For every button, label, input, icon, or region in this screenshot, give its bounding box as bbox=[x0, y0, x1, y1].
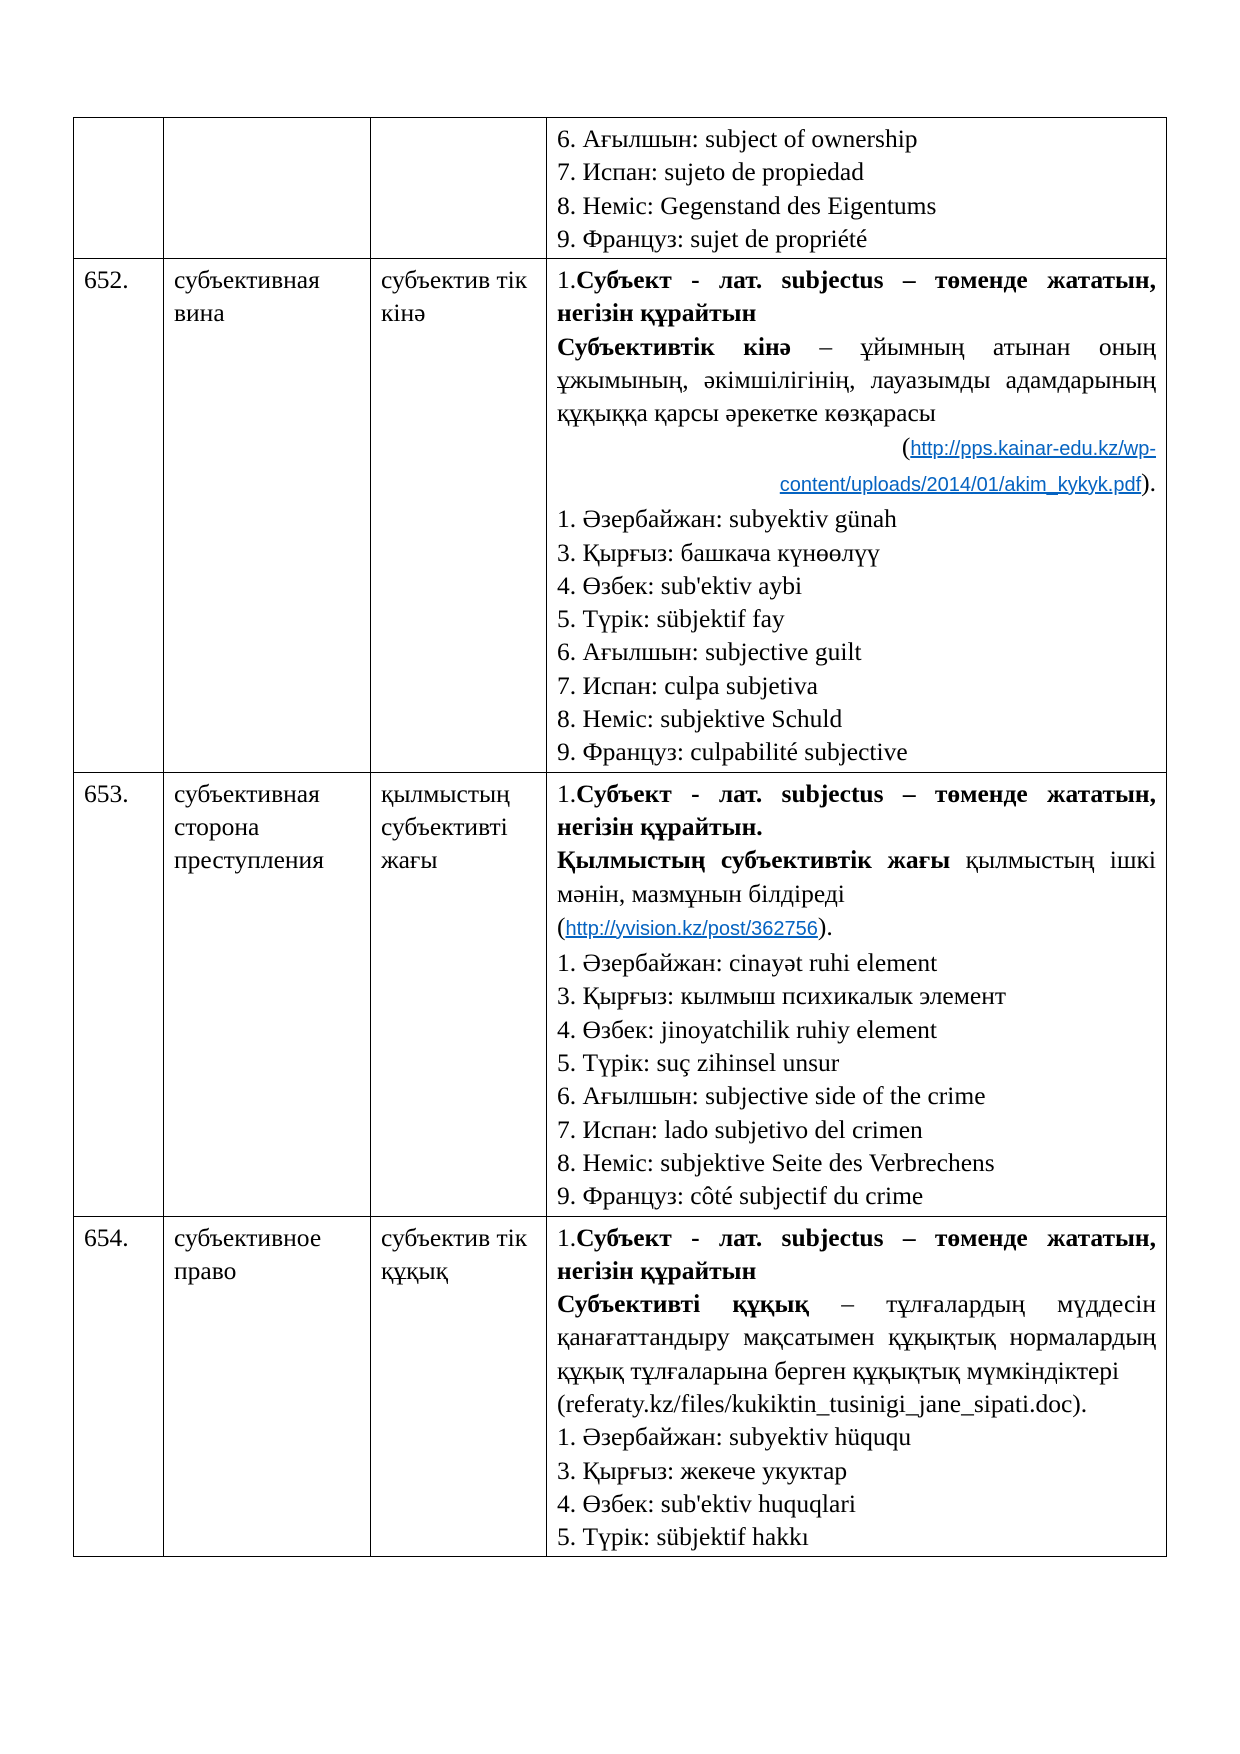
kazakh-term: субъектив тік құқық bbox=[371, 1216, 547, 1557]
defined-term: Субъективті құқық bbox=[557, 1289, 810, 1319]
entry-number: 652. bbox=[74, 259, 164, 772]
translation-line: 1. Әзербайжан: subyektiv hüququ bbox=[557, 1422, 912, 1452]
description-cell bbox=[547, 1216, 1167, 1557]
description-cell bbox=[547, 118, 1167, 259]
translation-line: 8. Неміс: subjektive Schuld bbox=[557, 704, 843, 734]
translation-line: 8. Неміс: subjektive Seite des Verbrechens bbox=[557, 1147, 995, 1177]
source-reference: (referaty.kz/files/kukiktin_tusinigi_jane_sipati.doc). bbox=[557, 1388, 1088, 1418]
etymology: 1.Субъект - лат. subjectus – төменде жататын, негізін құрайтын bbox=[557, 1222, 1156, 1285]
kazakh-term-cell bbox=[371, 118, 547, 259]
translation-line: 9. Француз: sujet de propriété bbox=[557, 223, 868, 253]
translation-line: 8. Неміс: Gegenstand des Eigentums bbox=[557, 190, 937, 220]
translation-line: 6. Ағылшын: subject of ownership bbox=[557, 124, 918, 153]
translation-line: 3. Қырғыз: башкача күнөөлүү bbox=[557, 537, 880, 567]
table-row bbox=[74, 1216, 1167, 1557]
definition-text: – ұйымның атынан оның ұжымының, әкімшілігінің, лауазымды адамдарының құқыққа қарсы әрекетке көзқарасы bbox=[557, 331, 1156, 428]
translation-line: 6. Ағылшын: subjective guilt bbox=[557, 637, 862, 667]
glossary-table bbox=[73, 117, 1167, 1557]
source-link[interactable]: http://pps.kainar-edu.kz/wp-content/uploads/2014/01/akim_kykyk.pdf bbox=[779, 437, 1156, 496]
translation-line: 3. Қырғыз: кылмыш психикалык элемент bbox=[557, 981, 1006, 1011]
etymology-text: Субъект - лат. subjectus – төменде жататын, негізін құрайтын bbox=[557, 265, 1156, 328]
etymology-text: Субъект - лат. subjectus – төменде жататын, негізін құрайтын. bbox=[557, 778, 1156, 841]
description-cell bbox=[547, 772, 1167, 1216]
translation-line: 6. Ағылшын: subjective side of the crime bbox=[557, 1081, 986, 1111]
translation-line: 1. Әзербайжан: cinayət ruhi element bbox=[557, 948, 938, 978]
definition-text: қылмыстың ішкі мәнін, мазмұнын білдіреді bbox=[557, 845, 1156, 908]
defined-term: Субъективтік кінә bbox=[557, 331, 791, 361]
translation-line: 7. Испан: lado subjetivo del crimen bbox=[557, 1114, 923, 1144]
translation-line: 7. Испан: culpa subjetiva bbox=[557, 670, 818, 700]
translation-line: 4. Өзбек: jinoyatchilik ruhiy element bbox=[557, 1014, 937, 1044]
translation-line: 4. Өзбек: sub'ektiv huquqlari bbox=[557, 1488, 856, 1518]
translation-line: 4. Өзбек: sub'ektiv aybi bbox=[557, 570, 803, 600]
entry-number: 653. bbox=[74, 772, 164, 1216]
kazakh-term: субъектив тік кінә bbox=[371, 259, 547, 772]
definition bbox=[557, 843, 1156, 946]
translation-line: 7. Испан: sujeto de propiedad bbox=[557, 157, 864, 187]
etymology: 1.Субъект - лат. subjectus – төменде жататын, негізін құрайтын bbox=[557, 265, 1156, 328]
table-row bbox=[74, 259, 1167, 772]
translation-line: 5. Түрік: sübjektif hakkı bbox=[557, 1522, 809, 1552]
table-row bbox=[74, 772, 1167, 1216]
table-row-continued bbox=[74, 118, 1167, 259]
translation-line: 9. Француз: côté subjectif du crime bbox=[557, 1181, 924, 1211]
translation-line: 5. Түрік: sübjektif fay bbox=[557, 604, 785, 634]
defined-term: Қылмыстың субъективтік жағы bbox=[557, 845, 951, 875]
etymology: 1.Субъект - лат. subjectus – төменде жататын, негізін құрайтын. bbox=[557, 778, 1156, 841]
definition bbox=[557, 330, 1156, 502]
source-link[interactable]: http://yvision.kz/post/362756 bbox=[565, 917, 818, 940]
definition bbox=[557, 1287, 1156, 1387]
definition-text: – тұлғалардың мүддесін қанағаттандыру мақсатымен құқықтық нормалардың құқық тұлғаларына берген құқықтық мүмкіндіктері bbox=[557, 1289, 1156, 1385]
russian-term-cell bbox=[164, 118, 371, 259]
entry-number: 654. bbox=[74, 1216, 164, 1557]
source-reference: (http://yvision.kz/post/362756). bbox=[557, 911, 833, 941]
translation-line: 3. Қырғыз: жекече укуктар bbox=[557, 1455, 848, 1485]
translation-line: 9. Француз: culpabilité subjective bbox=[557, 737, 908, 767]
etymology-text: Субъект - лат. subjectus – төменде жататын, негізін құрайтын bbox=[557, 1222, 1156, 1285]
russian-term: субъективная сторона преступления bbox=[164, 772, 371, 1216]
translation-line: 5. Түрік: suç zihinsel unsur bbox=[557, 1048, 840, 1078]
translation-line: 1. Әзербайжан: subyektiv günah bbox=[557, 504, 897, 534]
russian-term: субъективное право bbox=[164, 1216, 371, 1557]
entry-number-cell bbox=[74, 118, 164, 259]
source-reference: (http://pps.kainar-edu.kz/wp-content/uploads/2014/01/akim_kykyk.pdf). bbox=[779, 431, 1156, 497]
kazakh-term: қылмыстың субъективті жағы bbox=[371, 772, 547, 1216]
description-cell bbox=[547, 259, 1167, 772]
russian-term: субъективная вина bbox=[164, 259, 371, 772]
